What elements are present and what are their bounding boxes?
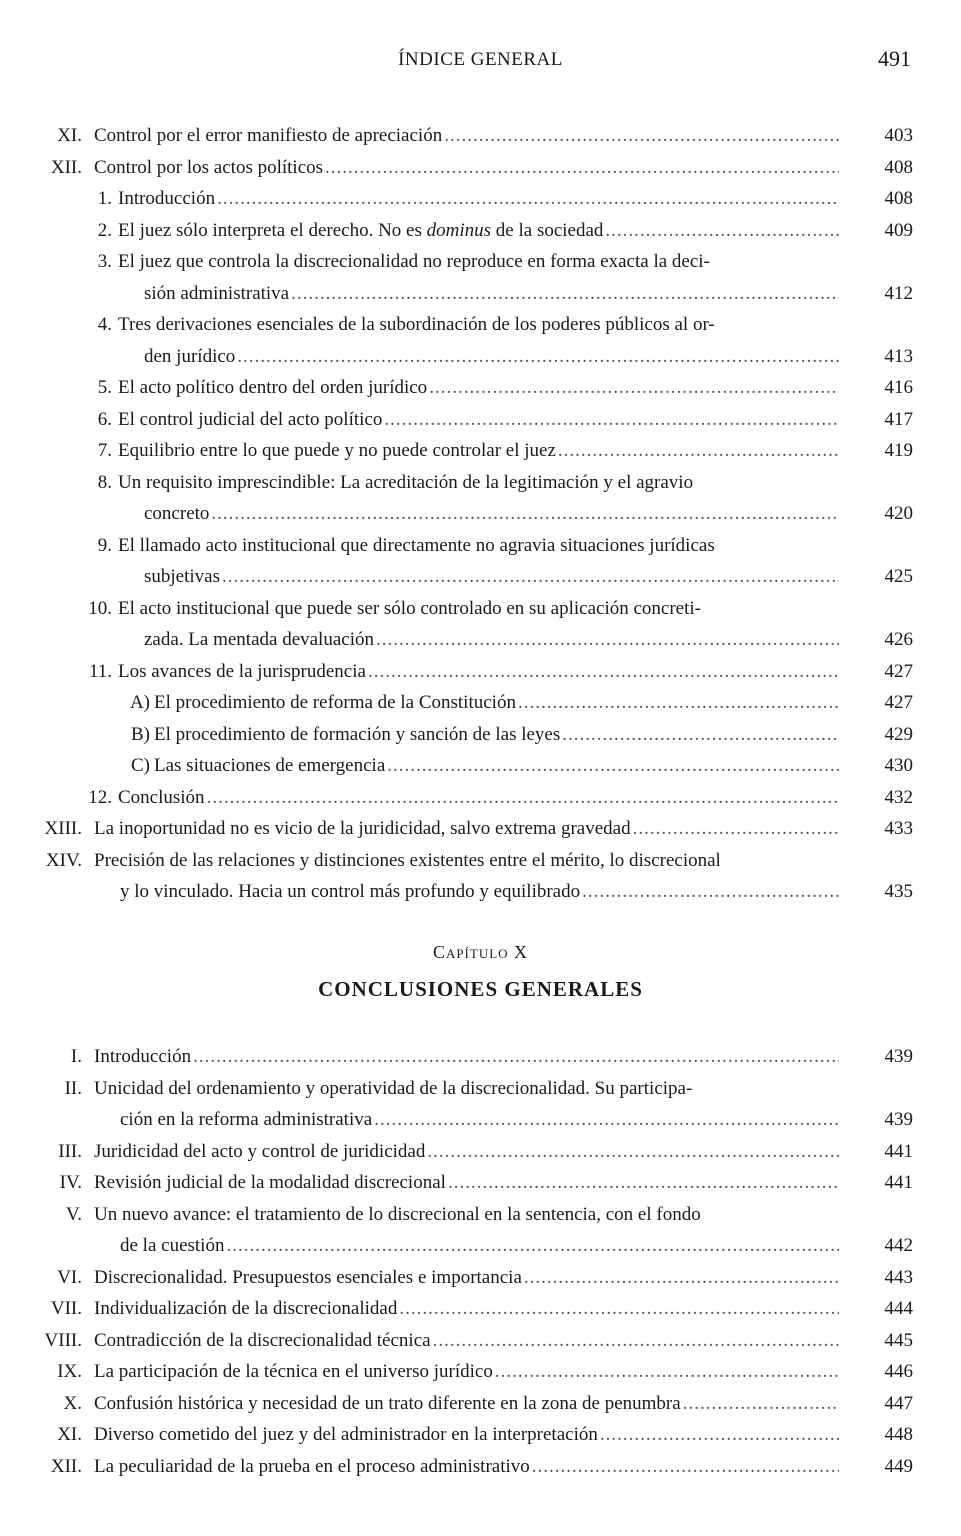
entry-page: 430 [884, 755, 913, 776]
entry-title: Diverso cometido del juez y del administrador en la interpretación [94, 1424, 598, 1445]
entry-title: Unicidad del ordenamiento y operatividad de la discrecionalidad. Su participa- [94, 1077, 693, 1099]
dot-leader [518, 687, 839, 719]
entry-title: zada. La mentada devaluación [144, 629, 374, 650]
entry-page: 416 [884, 377, 913, 398]
running-head [0, 44, 961, 78]
toc-entry [0, 530, 961, 593]
dot-leader [374, 1104, 839, 1136]
entry-number: XI. [57, 1424, 82, 1445]
toc-entry [0, 404, 961, 436]
toc-section-chapter-x [0, 1041, 961, 1482]
entry-title: Las situaciones de emergencia [154, 755, 386, 776]
entry-title: El acto institucional que puede ser sólo controlado en su aplicación concreti- [118, 597, 701, 619]
dot-leader [444, 120, 839, 152]
entry-page: 439 [884, 1109, 913, 1130]
toc-entry [0, 719, 961, 751]
entry-number: 2. [97, 219, 112, 241]
dot-leader [633, 813, 839, 845]
dot-leader [211, 498, 839, 530]
entry-number: 7. [97, 440, 112, 461]
entry-page: 427 [884, 692, 913, 713]
entry-page: 413 [884, 345, 913, 367]
dot-leader [291, 278, 839, 310]
entry-title: El control judicial del acto político [118, 408, 383, 430]
dot-leader [207, 782, 839, 814]
entry-title: Un nuevo avance: el tratamiento de lo discrecional en la sentencia, con el fondo [94, 1203, 701, 1225]
entry-title: de la cuestión [120, 1235, 225, 1256]
toc-entry [0, 215, 961, 247]
toc-entry [0, 435, 961, 467]
entry-title: Tres derivaciones esenciales de la subordinación de los poderes públicos al or- [118, 314, 715, 335]
entry-title: La inoportunidad no es vicio de la juridicidad, salvo extrema gravedad [94, 818, 631, 839]
entry-page: 435 [884, 881, 913, 902]
page-number: 491 [878, 46, 911, 71]
toc-entry [0, 467, 961, 530]
toc-entry [0, 1451, 961, 1483]
entry-number: VIII. [44, 1329, 82, 1351]
entry-number: 12. [88, 786, 112, 808]
dot-leader [237, 341, 839, 373]
entry-number: XIII. [44, 818, 82, 839]
toc-entry [0, 845, 961, 908]
running-head-title: ÍNDICE GENERAL [398, 49, 563, 70]
entry-number: XI. [57, 125, 82, 146]
chapter-title: CONCLUSIONES GENERALES [318, 977, 643, 1001]
entry-page: 409 [884, 219, 913, 241]
entry-page: 446 [884, 1361, 913, 1382]
entry-page: 425 [884, 566, 913, 587]
chapter-label: Capítulo X [432, 942, 529, 962]
toc-entry [0, 1073, 961, 1136]
toc-entry [0, 687, 961, 719]
entry-title: Conclusión [118, 786, 205, 808]
entry-title: Introducción [118, 188, 216, 209]
entry-page: 444 [884, 1298, 913, 1319]
entry-number: B) [131, 723, 150, 745]
dot-leader [399, 1293, 839, 1325]
dot-leader [433, 1325, 839, 1357]
dot-leader [387, 750, 839, 782]
toc-section-chapter-ix [0, 120, 961, 908]
entry-title: El procedimiento de formación y sanción de las leyes [154, 723, 561, 745]
entry-title: El acto político dentro del orden jurídico [118, 377, 428, 398]
entry-page: 429 [884, 723, 913, 745]
dot-leader [427, 1136, 839, 1168]
toc-entry [0, 246, 961, 309]
entry-title: Contradicción de la discrecionalidad técnica [94, 1329, 431, 1351]
entry-page: 427 [884, 660, 913, 682]
entry-number: III. [58, 1140, 82, 1162]
entry-number: XII. [50, 156, 82, 178]
entry-page: 442 [884, 1235, 913, 1256]
entry-number: VII. [50, 1298, 82, 1319]
dot-leader [524, 1262, 839, 1294]
entry-title: Los avances de la jurisprudencia [118, 660, 366, 682]
entry-title: Discrecionalidad. Presupuestos esenciales e importancia [94, 1266, 522, 1288]
toc-entry [0, 372, 961, 404]
entry-number: IV. [59, 1172, 82, 1193]
entry-number: I. [70, 1046, 82, 1067]
entry-page: 417 [884, 408, 913, 430]
toc-entry [0, 120, 961, 152]
entry-number: 5. [97, 377, 112, 398]
toc-entry [0, 593, 961, 656]
toc-entry [0, 1041, 961, 1073]
dot-leader [605, 215, 839, 247]
entry-page: 408 [884, 188, 913, 209]
toc-entry [0, 750, 961, 782]
entry-page: 432 [884, 786, 913, 808]
dot-leader [448, 1167, 839, 1199]
entry-number: XII. [50, 1455, 82, 1477]
dot-leader [193, 1041, 839, 1073]
dot-leader [429, 372, 839, 404]
dot-leader [222, 561, 839, 593]
dot-leader [384, 404, 839, 436]
dot-leader [532, 1451, 839, 1483]
entry-number: II. [64, 1077, 82, 1099]
entry-title: Juridicidad del acto y control de juridicidad [94, 1140, 426, 1162]
toc-entry [0, 656, 961, 688]
toc-entry [0, 1419, 961, 1451]
entry-page: 441 [884, 1172, 913, 1193]
entry-title: Introducción [94, 1046, 192, 1067]
entry-title: Control por el error manifiesto de apreciación [94, 125, 443, 146]
entry-title: subjetivas [144, 566, 220, 587]
dot-leader [562, 719, 839, 751]
entry-number: 6. [97, 408, 112, 430]
entry-page: 445 [884, 1329, 913, 1351]
entry-page: 439 [884, 1046, 913, 1067]
entry-page: 448 [884, 1424, 913, 1445]
dot-leader [582, 876, 839, 908]
entry-title: Revisión judicial de la modalidad discrecional [94, 1172, 446, 1193]
entry-title: Individualización de la discrecionalidad [94, 1298, 398, 1319]
toc-entry [0, 1388, 961, 1420]
toc-entry [0, 1167, 961, 1199]
entry-title: Control por los actos políticos [94, 156, 324, 178]
toc-entry [0, 1199, 961, 1262]
dot-leader [495, 1356, 839, 1388]
entry-page: 403 [884, 125, 913, 146]
dot-leader [368, 656, 839, 688]
entry-title: El juez sólo interpreta el derecho. No es dominus de la sociedad [118, 219, 604, 241]
dot-leader [226, 1230, 839, 1262]
entry-title: Precisión de las relaciones y distinciones existentes entre el mérito, lo discrecional [94, 849, 721, 871]
entry-title: La peculiaridad de la prueba en el proceso administrativo [94, 1455, 530, 1477]
dot-leader [217, 183, 839, 215]
toc-entry [0, 782, 961, 814]
entry-page: 433 [884, 818, 913, 839]
toc-entry [0, 1293, 961, 1325]
entry-number: 1. [97, 188, 112, 209]
entry-number: X. [63, 1392, 82, 1414]
dot-leader [683, 1388, 839, 1420]
entry-page: 447 [884, 1392, 913, 1414]
chapter-heading [0, 942, 961, 1002]
entry-number: 10. [88, 597, 112, 619]
toc-entry [0, 309, 961, 372]
toc-entry [0, 1262, 961, 1294]
entry-title: Confusión histórica y necesidad de un trato diferente en la zona de penumbra [94, 1392, 681, 1414]
entry-number: 9. [97, 534, 112, 556]
entry-number: VI. [57, 1266, 82, 1288]
toc-entry [0, 1136, 961, 1168]
entry-page: 408 [884, 156, 913, 178]
entry-number: XIV. [45, 849, 82, 871]
dot-leader [600, 1419, 839, 1451]
entry-page: 426 [884, 629, 913, 650]
entry-page: 420 [884, 503, 913, 524]
entry-title: den jurídico [144, 345, 236, 367]
entry-number: IX. [57, 1361, 82, 1382]
entry-title: concreto [144, 503, 210, 524]
entry-number: A) [129, 692, 150, 713]
entry-page: 412 [884, 282, 913, 304]
entry-title: y lo vinculado. Hacia un control más profundo y equilibrado [120, 881, 581, 902]
toc-entry [0, 152, 961, 184]
entry-page: 443 [884, 1266, 913, 1288]
toc-entry [0, 1356, 961, 1388]
entry-title: El llamado acto institucional que directamente no agravia situaciones jurídicas [118, 534, 715, 556]
toc-entry [0, 1325, 961, 1357]
entry-title: La participación de la técnica en el universo jurídico [94, 1361, 493, 1382]
toc-entry [0, 183, 961, 215]
entry-title: El juez que controla la discrecionalidad no reproduce en forma exacta la deci- [118, 251, 710, 272]
entry-page: 441 [884, 1140, 913, 1162]
entry-number: 8. [97, 471, 112, 493]
entry-number: 11. [88, 660, 112, 682]
dot-leader [325, 152, 839, 184]
entry-number: V. [65, 1203, 82, 1225]
toc-entry [0, 813, 961, 845]
dot-leader [376, 624, 839, 656]
dot-leader [558, 435, 839, 467]
entry-page: 419 [884, 440, 913, 461]
entry-title: Equilibrio entre lo que puede y no puede controlar el juez [118, 440, 556, 461]
entry-title: ción en la reforma administrativa [120, 1109, 373, 1130]
entry-number: 3. [97, 251, 112, 272]
entry-page: 449 [884, 1455, 913, 1477]
entry-title: sión administrativa [144, 282, 290, 304]
entry-title: El procedimiento de reforma de la Constitución [154, 692, 516, 713]
entry-title: Un requisito imprescindible: La acreditación de la legitimación y el agravio [118, 471, 694, 493]
entry-number: 4. [97, 314, 112, 335]
entry-number: C) [131, 755, 150, 776]
